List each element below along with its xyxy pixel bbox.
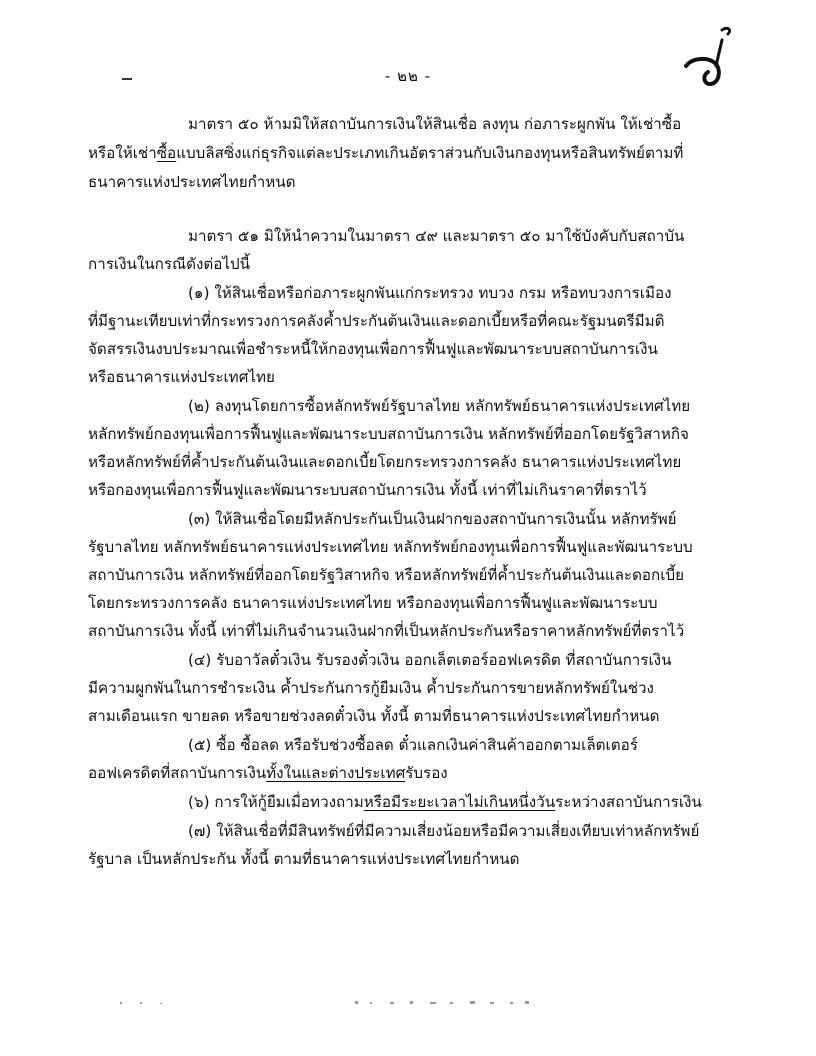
underlined-text: ซื้อ — [156, 144, 177, 162]
item-4-line-1: (๔) รับอาวัลตั๋วเงิน รับรองตั๋วเงิน ออกเล็ตเตอร์ออฟเครดิต ที่สถาบันการเงิน — [188, 651, 672, 669]
item-3-line-3: สถาบันการเงิน หลักทรัพย์ที่ออกโดยรัฐวิสาหกิจ หรือหลักทรัพย์ที่ค้ำประกันต้นเงินและดอกเบี้ย — [88, 566, 684, 584]
item-1-line-2: ที่มีฐานะเทียบเท่าที่กระทรวงการคลังค้ำประกันต้นเงินและดอกเบี้ยหรือที่คณะรัฐมนตรีมีมติ — [88, 312, 665, 330]
item-2-line-3: หรือหลักทรัพย์ที่ค้ำประกันต้นเงินและดอกเบี้ยโดยกระทรวงการคลัง ธนาคารแห่งประเทศไทย — [88, 453, 682, 471]
item-4-line-2: มีความผูกพันในการชำระเงิน ค้ำประกันการกู้ยืมเงิน ค้ำประกันการขายหลักทรัพย์ในช่วง — [88, 679, 654, 697]
item-2-line-4: หรือกองทุนเพื่อการฟื้นฟูและพัฒนาระบบสถาบันการเงิน ทั้งนี้ เท่าที่ไม่เกินราคาที่ตราไว้ — [88, 481, 647, 499]
item-3-line-5: สถาบันการเงิน ทั้งนี้ เท่าที่ไม่เกินจำนวนเงินฝากที่เป็นหลักประกันหรือราคาหลักทรัพย์ที่ตราไว้ — [88, 622, 685, 640]
underlined-text: หรือมีระยะเวลาไม่เกินหนึ่งวัน — [363, 793, 556, 811]
item-1-line-3: จัดสรรเงินงบประมาณเพื่อชำระหนี้ให้กองทุนเพื่อการฟื้นฟูและพัฒนาระบบสถาบันการเงิน — [88, 340, 658, 358]
page-number: - ๒๒ - — [384, 67, 432, 85]
item-2-line-2: หลักทรัพย์กองทุนเพื่อการฟื้นฟูและพัฒนาระบบสถาบันการเงิน หลักทรัพย์ที่ออกโดยรัฐวิสาหกิจ — [88, 425, 689, 443]
section-51-line-1: มาตรา ๕๑ มิให้นำความในมาตรา ๔๙ และมาตรา ๕๐ มาใช้บังคับกับสถาบัน — [188, 227, 685, 245]
underlined-text: ทั้งในและต่างประเทศ — [266, 764, 406, 782]
item-2-line-1: (๒) ลงทุนโดยการซื้อหลักทรัพย์รัฐบาลไทย หลักทรัพย์ธนาคารแห่งประเทศไทย — [188, 397, 691, 415]
section-50-line-3: ธนาคารแห่งประเทศไทยกำหนด — [88, 173, 296, 191]
item-5-line-2: ออฟเครดิตที่สถาบันการเงินทั้งในและต่างประเทศรับรอง — [88, 764, 448, 782]
section-51-line-2: การเงินในกรณีดังต่อไปนี้ — [88, 255, 251, 273]
item-3-line-4: โดยกระทรวงการคลัง ธนาคารแห่งประเทศไทย หรือกองทุนเพื่อการฟื้นฟูและพัฒนาระบบ — [88, 594, 658, 612]
handwritten-mark-icon — [682, 20, 742, 90]
item-7-line-2: รัฐบาล เป็นหลักประกัน ทั้งนี้ ตามที่ธนาคารแห่งประเทศไทยกำหนด — [88, 850, 520, 868]
item-7-line-1: (๗) ให้สินเชื่อที่มีสินทรัพย์ที่มีความเสี่ยงน้อยหรือมีความเสี่ยงเทียบเท่าหลักทรัพย์ — [188, 822, 700, 840]
item-6-line-1: (๖) การให้กู้ยืมเมื่อทวงถามหรือมีระยะเวลาไม่เกินหนึ่งวันระหว่างสถาบันการเงิน — [188, 793, 702, 811]
item-5-line-1: (๕) ซื้อ ซื้อลด หรือรับช่วงซื้อลด ตั๋วแลกเงินค่าสินค้าออกตามเล็ตเตอร์ — [188, 736, 638, 754]
item-1-line-1: (๑) ให้สินเชื่อหรือก่อภาระผูกพันแก่กระทรวง ทบวง กรม หรือทบวงการเมือง — [188, 284, 672, 302]
scan-noise — [100, 994, 700, 1006]
item-3-line-2: รัฐบาลไทย หลักทรัพย์ธนาคารแห่งประเทศไทย หลักทรัพย์กองทุนเพื่อการฟื้นฟูและพัฒนาระบบ — [88, 538, 693, 556]
item-4-line-3: สามเดือนแรก ขายลด หรือขายช่วงลดตั๋วเงิน ทั้งนี้ ตามที่ธนาคารแห่งประเทศไทยกำหนด — [88, 707, 660, 725]
item-3-line-1: (๓) ให้สินเชื่อโดยมีหลักประกันเป็นเงินฝากของสถาบันการเงินนั้น หลักทรัพย์ — [188, 510, 677, 528]
section-50-line-2: หรือให้เช่าซื้อแบบลิสซิ่งแก่ธุรกิจแต่ละประเภทเกินอัตราส่วนกับเงินกองทุนหรือสินทรัพย์ตามที่ — [88, 144, 684, 162]
section-50-line-1: มาตรา ๕๐ ห้ามมิให้สถาบันการเงินให้สินเชื่อ ลงทุน ก่อภาระผูกพัน ให้เช่าซื้อ — [188, 115, 682, 133]
item-1-line-4: หรือธนาคารแห่งประเทศไทย — [88, 368, 275, 386]
